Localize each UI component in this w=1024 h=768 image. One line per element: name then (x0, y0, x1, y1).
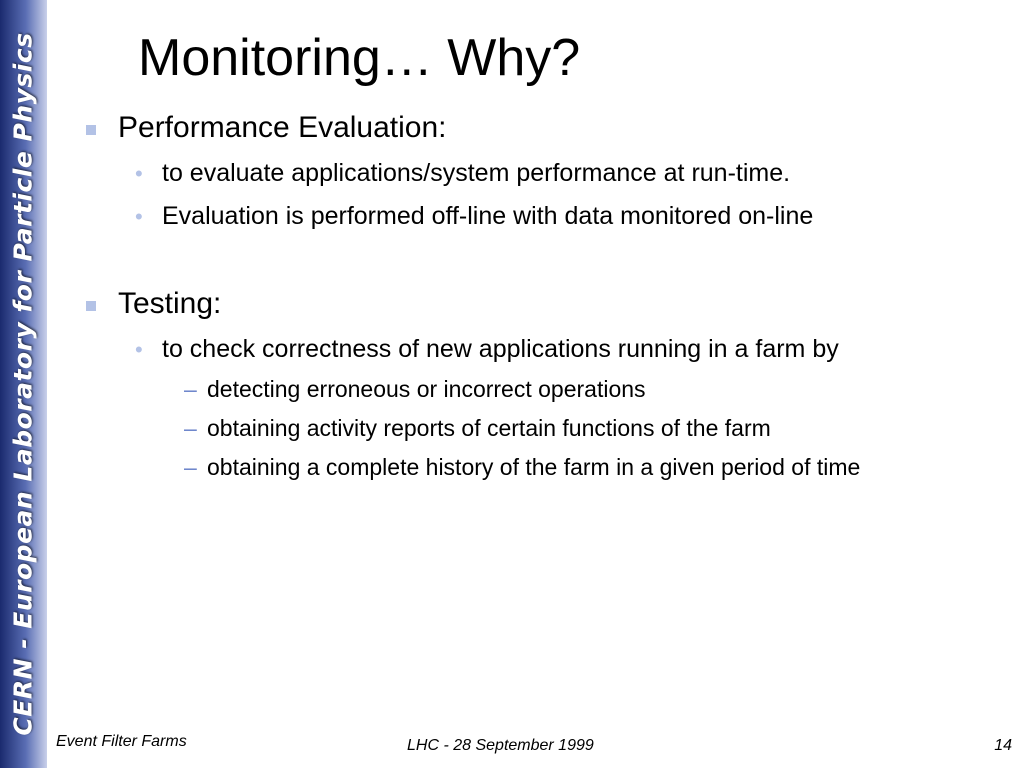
section-heading-text: Performance Evaluation: (118, 111, 447, 144)
dash-bullet-icon: – (184, 454, 197, 480)
dot-bullet-icon: • (135, 204, 143, 229)
list-item (80, 332, 1000, 367)
sub-list-item-text: obtaining activity reports of certain functions of the farm (207, 415, 771, 441)
list-item (80, 199, 1000, 234)
slide-body (80, 108, 1000, 484)
section-heading-text: Testing: (118, 287, 222, 320)
sub-list-item (80, 412, 1000, 445)
sub-list-item-text: detecting erroneous or incorrect operations (207, 376, 646, 402)
section-heading-testing (80, 284, 1000, 324)
dot-bullet-icon: • (135, 161, 143, 186)
sub-list-item-text: obtaining a complete history of the farm in a given period of time (207, 454, 861, 480)
dot-bullet-icon: • (135, 337, 143, 362)
sidebar-label: CERN - European Laboratory for Particle Physics (8, 32, 38, 736)
square-bullet-icon (86, 301, 96, 311)
dash-bullet-icon: – (184, 376, 197, 402)
page-number: 14 (994, 737, 1012, 754)
list-item (80, 156, 1000, 191)
list-item-text: to evaluate applications/system performance at run-time. (162, 159, 791, 187)
sidebar-banner (0, 0, 47, 768)
dash-bullet-icon: – (184, 415, 197, 441)
footer-event-title: Event Filter Farms (56, 733, 187, 750)
footer-date: LHC - 28 September 1999 (407, 737, 594, 754)
sub-list-item (80, 373, 1000, 406)
slide-title: Monitoring… Why? (138, 29, 581, 87)
section-heading-performance (80, 108, 1000, 148)
square-bullet-icon (86, 125, 96, 135)
sub-list-item (80, 451, 1000, 484)
list-item-text: Evaluation is performed off-line with data monitored on-line (162, 202, 814, 230)
list-item-text: to check correctness of new applications running in a farm by (162, 335, 839, 363)
